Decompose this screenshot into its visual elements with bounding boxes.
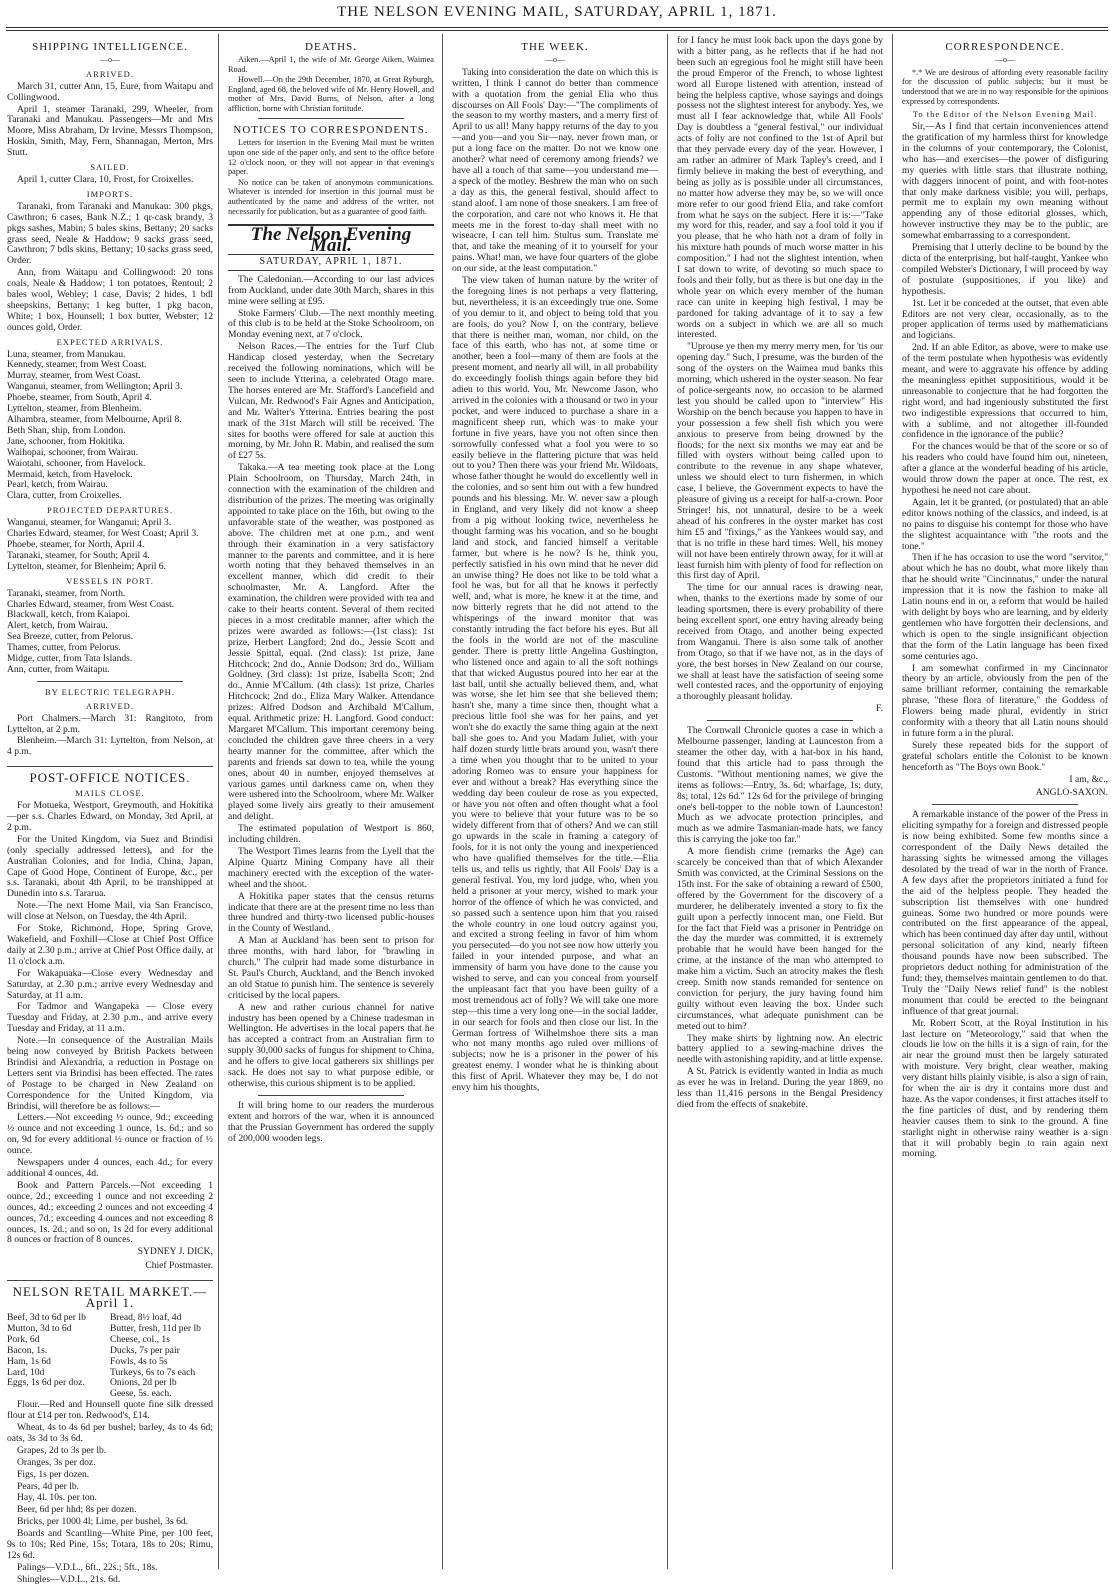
article-paragraph: A Hokitika paper states that the census returns indicate that there are at the present time no less than three hundred and thirty-two licensed public-houses in the County of Westland. bbox=[228, 890, 434, 935]
subheading: BY ELECTRIC TELEGRAPH. bbox=[45, 686, 175, 697]
article-paragraph: It will bring home to our readers the murderous extent and horrors of the war, when it is announced that the Prussian Government has ordered the supply of 200,000 wooden legs. bbox=[228, 1099, 434, 1144]
masthead: The Nelson Evening Mail. bbox=[228, 224, 434, 252]
column-2 bbox=[228, 36, 434, 1146]
article-paragraph: I am somewhat confirmed in my Cincinnator theory by an article, obviously from the pen of the same brilliant reformer, containing the remarkable phrase, "these flora of literature," the Goddess of Flowers being made plural, evidently in strict conformity with a theory that all Latin nouns should in future form a in the plural. bbox=[902, 662, 1108, 739]
article-paragraph: Palings—V.D.L., 6ft., 22s.; 5ft., 18s. bbox=[17, 1561, 158, 1573]
article-paragraph: Newspapers under 4 ounces, each 4d.; for every additional 4 ounces, 4d. bbox=[7, 1157, 213, 1179]
article-paragraph: 1st. Let it be conceded at the outset, that even able Editors are not very clear, occasionally, as to the proper application of terms used by mathematicians and logicians. bbox=[902, 297, 1108, 342]
list-item: Waiotahi, schooner, from Havelock. bbox=[7, 457, 146, 469]
price-item: Pork, 6d bbox=[7, 1333, 40, 1345]
price-column bbox=[7, 1313, 110, 1400]
article-paragraph: A remarkable instance of the power of the Press in eliciting sympathy for a foreign and distressed people is now being exhibited. Some few months since a correspondent of the Daily News detailed the harassing sights he witnessed among the villages desolated by the tread of war in the north of France. A few days after the proprietors initiated a fund for the aid of the helpless people. They headed the subscription list themselves with one hundred guineas. Some two hundred or more pounds were contributed on the first appearance of the appeal, which has been continued day after day until, without personal solicitation of any kind, nearly fifteen thousand pounds have now been subscribed. The proprietors deduct nothing for administration of the fund; they, themselves maintain gentlemen to do that. Truly the "Daily News relief fund" is the noblest monument that could be erected to the beingnant influence of that great journal. bbox=[902, 809, 1108, 1017]
article-paragraph: "Uprouse ye then my merry merry men, for 'tis our opening day." Such, I presume, was the burden of the song of the oysters on the Waimea mud banks this morning, which ushered in the oyster season. No fear of police-sergeants now, no occasion to be alarmed lest you should be called upon to "interview" His Worship on the bench because you happen to have in your possession a few shell fish which you were anxious to preserve from being drowned by the floods; for the next six months we may eat and be filled with oysters without being called upon to contribute to the revenue in any shape whatever, unless we should elect to turn fishermen, in which case, I believe, the Government expects to have the pleasure of giving us a receipt for half-a-crown. Poor Stringer! his, not unnatural, desire to be a week ahead of his confreres in the oyster market has cost him £5 and "fixings," as the Yankees would say, and that is no trifle in these hard times. Well, his money will not have been entirely thrown away, for it will at least furnish him with plenty of food for reflection on this first day of April. bbox=[677, 341, 883, 582]
ornament: —o— bbox=[545, 54, 565, 64]
list-item: Taranaki, steamer, from North. bbox=[7, 587, 126, 599]
price-item: Ham, 1s 6d bbox=[7, 1355, 51, 1367]
section-heading: NOTICES TO CORRESPONDENTS. bbox=[233, 124, 429, 137]
article-paragraph: Takaka.—A tea meeting took place at the Long Plain Schoolroom, on Thursday, March 24th, in connection with the examination of the children and distribution of the prizes. The meeting was originally appointed to take place on the 16th, but owing to the unfavorable state of the weather, was postponed as above. The children met at one p.m., and went through their examination in a very satisfactory manner to the parents and committee, and it is here worth noting that they behaved themselves in an excellent manner, which did credit to their schoolmaster, Mr. A. Langford. After the examination, the children were provided with tea and cake to their hearts content. Several of them recited pieces in a most creditable manner, after which the prizes were awarded as follows:—(1st class): 1st prize, Herbert Langford; 2nd do., Jessie Scott and Jessie Spittal, equal. (2nd class): 1st prize, Jane Hitchcock; 2nd do., Annie Dodson; 3rd do., William Goldney. (3rd class): 1st prize, Isabella Scott; 2nd do., Annie M'Callum. (4th class): 1st prize, Charles Hitchcock; 2nd do., Eliza Mary Walker. Attendance prizes: Alfred Dodson and Archibald M'Callum, equal. Arithmetic prize: H. Langford. Good conduct: Margaret M'Callum. This important ceremony being concluded the children gave three cheers in a very hearty manner for the committee, after which the parents and friends sat down to tea, while the young ones, about 40 in number, enjoyed themselves at various games until darkness came on, when they were ushered into the Schoolroom, where Mr. Walker played some lively airs greatly to their amusement and delight. bbox=[228, 462, 434, 823]
notice-text: *.* We are desirous of affording every reasonable facility for the discussion of public subjects; but it must be understood that we are in no way responsible for the opinions expressed by correspondents. bbox=[902, 67, 1108, 106]
list-item: Blackwall, ketch, from Kaiapoi. bbox=[7, 609, 131, 621]
column-divider bbox=[218, 34, 219, 1569]
subheading: SAILED. bbox=[90, 162, 130, 173]
list-item: Phoebe, steamer, from South, April 4. bbox=[7, 392, 152, 404]
price-column bbox=[110, 1313, 213, 1400]
article-paragraph: Wheat, 4s to 4s 6d per bushel; barley, 4s to 4s 6d; oats, 3s 3d to 3s 6d. bbox=[7, 1422, 213, 1444]
article-paragraph: Pears, 4d per lb. bbox=[17, 1480, 80, 1492]
subheading: VESSELS IN PORT. bbox=[66, 575, 154, 586]
price-item: Cheese, col., 1s bbox=[110, 1333, 170, 1345]
price-item: Beef, 3d to 6d per lb bbox=[7, 1311, 86, 1323]
article-paragraph: April 1, cutter Clara, 10, Frost, for Croixelles. bbox=[17, 173, 194, 185]
article-paragraph: For the chances would be that of the score or so of his readers who could have found him out, nineteen, after a glance at the wonderful heading of his article, would throw down the paper at once. The rest, ex hypothesi he need not care about. bbox=[902, 441, 1108, 496]
article-paragraph: The Cornwall Chronicle quotes a case in which a Melbourne passenger, landing at Launceston from a steamer the other day, with a hat-box in his hand, found that this article had to pass through the Customs. "Without mentioning names, we give the items as follows:—Entry, 3s. 6d; wharfage, 1s; duty, 8s; total, 12s 6d." 12s 6d for the privilege of bringing one's bell-topper to the noble town of Launceston! Much as we advocate protection principles, and much as we admire Tasmanian-made hats, we fancy this is carrying the joke too far." bbox=[677, 725, 883, 846]
article-paragraph: Surely these repeated bids for the support of grateful scholars entitle the Colonist to be known henceforth as "The Boys own Book." bbox=[902, 739, 1108, 773]
list-item: Alert, ketch, from Wairau. bbox=[7, 620, 108, 632]
column-divider bbox=[442, 34, 443, 1569]
column-1 bbox=[7, 36, 213, 1587]
notice-text: Aiken.—April 1, the wife of Mr. George Aiken, Waimea Road. bbox=[228, 54, 434, 74]
header-rule bbox=[6, 27, 1108, 31]
section-divider bbox=[932, 804, 1078, 805]
section-heading: NELSON RETAIL MARKET.—April 1. bbox=[7, 1280, 213, 1309]
list-item: Clara, cutter, from Croixelles. bbox=[7, 490, 122, 502]
dateline: SATURDAY, APRIL 1, 1871. bbox=[228, 254, 434, 271]
article-paragraph: For the United Kingdom, via Suez and Brindisi (only specially addressed letters), and for the Australian Colonies, and for India, China, Japan, Cape of Good Hope, Continent of Europe, &c., per s.s. Taranaki, about 4th April, to be transhipped at Dunedin into s.s. Tararua. bbox=[7, 833, 213, 900]
article-paragraph: Stoke Farmers' Club.—The next monthly meeting of this club is to be held at the Stoke Schoolroom, on Monday evening next, at 7 o'clock. bbox=[228, 307, 434, 341]
list-item: Murray, steamer, from West Coast. bbox=[7, 370, 141, 382]
price-item: Mutton, 3d to 6d bbox=[7, 1322, 72, 1334]
list-item: Jane, schooner, from Hokitika. bbox=[7, 435, 125, 447]
page-header: THE NELSON EVENING MAIL, SATURDAY, APRIL 1, 1871. bbox=[337, 4, 777, 20]
list-item: Waihopai, schooner, from Wairau. bbox=[7, 446, 139, 458]
article-paragraph: April 1, steamer Taranaki, 299, Wheeler, from Taranaki and Manukau. Passengers—Mr and Mrs Moore, Miss Abraham, Dr Irvine, Messrs Thompson, Hoskin, Smith, May, Fern, Shannagan, Merton, Mrs Stutt. bbox=[7, 103, 213, 159]
column-3 bbox=[452, 36, 658, 1095]
list-item: Mermaid, ketch, from Havelock. bbox=[7, 468, 133, 480]
article-paragraph: Grapes, 2d to 3s per lb. bbox=[17, 1444, 107, 1456]
column-5 bbox=[902, 36, 1108, 1161]
list-item: Wanganui, steamer, from Wellington; April 3. bbox=[7, 381, 183, 393]
section-heading: DEATHS. bbox=[305, 41, 357, 53]
article-paragraph: Figs, 1s per dozen. bbox=[17, 1468, 90, 1480]
list-item: Lyttelton, steamer, from Blenheim. bbox=[7, 403, 142, 415]
list-item: Lyttelton, steamer, for Blenheim; April 6. bbox=[7, 560, 166, 572]
section-divider bbox=[258, 1095, 404, 1096]
article-paragraph: Nelson Races.—The entries for the Turf Club Handicap closed yesterday, when the Secretary received the following nominations, which will be seen to include Ytterina, a celebrated Otago mare. The horses entered are Mr. Stafford's Lancefield and Vulcan, Mr. Redwood's Fair Agnes and Anticipation, and Mr. Walter's Ytterina. Entries bearing the post mark of the 31st March will still be received. The sites for booths were offered for sale at auction this morning, by Mr. John R. Mabin, and realised the sum of £27 5s. bbox=[228, 341, 434, 462]
subheading: PROJECTED DEPARTURES. bbox=[47, 505, 173, 516]
article-paragraph: Boards and Scantling—White Pine, per 100 feet, 9s to 10s; Red Pine, 15s; Totara, 18s to 20s; Rimu, 12s 6d. bbox=[7, 1528, 213, 1561]
price-item: Lard, 10d bbox=[7, 1366, 45, 1378]
article-paragraph: Beer, 6d per hhd; 8s per dozen. bbox=[17, 1504, 137, 1516]
section-divider bbox=[707, 720, 853, 721]
price-item: Onions, 2d per lb bbox=[110, 1377, 177, 1389]
article-paragraph: Taking into consideration the date on which this is written, I think I cannot do better than commence with a quotation from the genial Elia who thus discourses on All Fools' Day:—"The compliments of the season to my worthy masters, and a merry first of April to us all! Many happy returns of the day to you—and you—and you Sir—nay, never frown man, or put a long face on the matter. Do not we know one another? what need of ceremony among friends? we have all a touch of that same—you understand me—a speck of the motley. Beshrew the man who on such a day as this, the general festival, should affect to stand aloof. I am none of those sneakers. I am free of the corporation, and care not who knows it. He that meets me in the forest to-day shall meet with no wiseacre, I can tell him. Stultus sum. Translate me that, and take the meaning of it to yourself for your pains. What! man, we have four quarters of the globe on our side, at the least computation." bbox=[452, 66, 658, 275]
article-paragraph: Shingles—V.D.L., 21s. 6d. bbox=[17, 1573, 121, 1585]
article-paragraph: Sir,—As I find that certain inconveniences attend the gratification of my harmless thirst for knowledge in the columns of your contemporary, the Colonist, who has—and exercises—the power of disfiguring my queries with little stars that illustrate nothing, with daggers innocent of point, and with foot-notes that only make darkness visible; you will, perhaps, permit me to explain my own meaning without appending any of those editorial glosses, which, however instructive they may be to the public, are somewhat embarrassing to a correspondent. bbox=[902, 121, 1108, 242]
ornament: —o— bbox=[100, 54, 120, 64]
article-paragraph: March 31, cutter Ann, 15, Eure, from Waitapu and Collingwood. bbox=[7, 80, 213, 103]
list-item: Charles Edward, steamer, from West Coast. bbox=[7, 598, 175, 610]
signature: ANGLO-SAXON. bbox=[1035, 787, 1108, 799]
article-paragraph: Taranaki, from Taranaki and Manukau: 300 pkgs, Cawthron; 6 cases, Bank N.Z.; 1 qr-cask brandy, 3 pkgs sashes, Mabin; 5 bales skins, Bettany; 20 sacks grass seed, Neale & Haddow; 9 sacks grass seed, Cawthron; 7 bdls skins, Bettany; 10 sacks grass seed, Order. bbox=[7, 200, 213, 267]
price-item: Geese, 5s. each. bbox=[110, 1388, 172, 1400]
list-item: Luna, steamer, from Manukau. bbox=[7, 348, 126, 360]
price-item: Fowls, 4s to 5s bbox=[110, 1355, 168, 1367]
article-paragraph: For Tadmor and Wangapeka — Close every Tuesday and Friday, at 2.30 p.m., and arrive every Tuesday and Friday, at 11 a.m. bbox=[7, 1001, 213, 1035]
signature: SYDNEY J. DICK, bbox=[137, 1246, 213, 1258]
notice-text: Howell.—On the 29th December, 1870, at Great Ryburgh, England, aged 68, the beloved wife of Mr. Henry Howell, and mother of Mrs. David Burns, of Nelson, after a long affliction, borne with Christian fortitude. bbox=[228, 75, 434, 113]
article-paragraph: A new and rather curious channel for native industry has been opened by a Chinese tradesman in Wellington. He advertises in the local papers that he has accepted a contract from an Australian firm to supply 30,000 sacks of fungus for shipment to China, and he offers to give local gatherers six shillings per sack. He does not say to what purpose edible, or otherwise, this curious shipment is to be applied. bbox=[228, 1001, 434, 1089]
article-paragraph: The Caledonian.—According to our last advices from Auckland, under date 30th March, shares in this mine were selling at £95. bbox=[228, 273, 434, 307]
section-heading: CORRESPONDENCE. bbox=[945, 41, 1065, 53]
list-item: Taranaki, steamer, for South; April 4. bbox=[7, 549, 150, 561]
list-item: Phoebe, steamer, for North, April 4. bbox=[7, 538, 145, 550]
article-paragraph: For Wakapuaka—Close every Wednesday and Saturday, at 2.30 p.m.; arrive every Wednesday and Saturday, at 11 a.m. bbox=[7, 967, 213, 1001]
article-paragraph: Port Chalmers.—March 31: Rangitoto, from Lyttelton, at 2 p.m. bbox=[7, 712, 213, 735]
section-heading: SHIPPING INTELLIGENCE. bbox=[32, 41, 188, 53]
subheading: MAILS CLOSE. bbox=[75, 788, 145, 799]
list-item: Wanganui, steamer, for Wanganui; April 3. bbox=[7, 517, 172, 529]
article-paragraph: Hay, 4l. 10s. per ton. bbox=[17, 1492, 97, 1504]
price-item: Ducks, 7s per pair bbox=[110, 1344, 180, 1356]
list-item: Kennedy, steamer, from West Coast. bbox=[7, 359, 147, 371]
list-item: Sea Breeze, cutter, from Pelorus. bbox=[7, 631, 134, 643]
article-paragraph: Letters.—Not exceeding ½ ounce, 9d.; exceeding ½ ounce and not exceeding 1 ounce, 1s. 6d.; and so on, 9d for every additional ½ ounce or fraction of ½ ounce. bbox=[7, 1112, 213, 1157]
signature: I am, &c., bbox=[1069, 773, 1108, 785]
column-divider bbox=[892, 34, 893, 1569]
article-paragraph: For Motueka, Westport, Greymouth, and Hokitika—per s.s. Charles Edward, on Monday, 3rd April, at 2 p.m. bbox=[7, 800, 213, 833]
article-paragraph: for I fancy he must look back upon the days gone by with a bitter pang, as he reflects that if he had not been such an egregious fool he might still have been the proud Emperor of the French, to whose lightest word all Europe listened with attention, instead of being the helpless captive, whose sayings and doings possess not the slightest interest for anybody. Yes, we must all I fear acknowledge that, while All Fools' Day is doubtless a "general festival," our individual acts of folly are not confined to the 1st of April but that they pervade every day of the year. However, I am rather an admirer of Mark Tapley's creed, and I firmly believe in making the best of everything, and being as jolly as is possible under all circumstances, no matter how adverse they may be, so we will once more refer to our good friend Elia, and take comfort from what he says on the subject. Here it is:—"Take my word for this, reader, and say a fool told it you if you please, that he who hath not a dram of folly in his mixture hath pounds of much worse matter in his composition." I had not the slightest intention, when I sat down to write, of devoting so much space to fools and their folly, but as there is but one day in the whole year on which every member of the human race can unite in keeping high festival, I may be pardoned for taking advantage of it to say a few words on a subject in which we are all so much interested. bbox=[677, 35, 883, 341]
article-paragraph: The view taken of human nature by the writer of the foregoing lines is not perhaps a very flattering, but, nevertheless, it is an exceedingly true one. Some of you demur to it, and object to being told that you are fools, do you? Now I, on the contrary, believe that there is neither man, woman, nor child, on the face of this earth, who has not, at some time or another, been a fool—many of them are fools at the present moment, and nearly all will, in all probability do exceedingly foolish things again before they bid adieu to this world. You, Mr. Newcome Jason, who arrived in the colonies with a thousand or two in your pocket, and were induced to purchase a share in a magnificent sheep run, which was to make your fortune in five years, have you not often since then sorrowfully confessed what a fool you were to so easily believe in the flattering picture that was held out to you? Then there was your friend Mr. Wildoats, whose father thought he would do excellently well in the colonies, and so sent him out with a few hundred pounds and his blessing. Mr. W. never saw a plough in England, and very likely did not know a sheep from a pig without looking twice, nevertheless he thought farming was his vocation, and so he bought land and stock, and fancied himself a veritable farmer, but where is he now? Is he, think you, perfectly satisfied in his own mind that he never did an unwise thing? He does not like to be told what a fool he was, but for all that he knows it perfectly well, and, what is more, he knew it at the time, and now bitterly regrets that he did not attend to the whisperings of the inward monitor that was constantly intruding the fact before his eyes. But all the fools in the world are not of the masculine gender. There is pretty little Angelina Gushington, who listened once and again to all the soft nothings that that wicked Augustus poured into her ear at the last ball, until she actually believed them, and, what was worse, she let him see that she believed them; hasn't she, many a time since then, thought what a precious little fool she was for her pains, and yet won't she do exactly the same thing again at the next ball she goes to. And you Madam Juliet, with your half dozen sturdy little brats around you, wasn't there a time when you thought that to be united to your adoring Romeo was to ensure your happiness for ever and without a break? Has everything since the wedding day been couleur de rose as you expected, or have you not often and often thought what a fool you were to believe that your future was to be so widely different from that of others? And we can still go upwards in the scale in framing a category of fools, for it is not only the young and inexperienced who have qualified themselves for the title.—Elia tells us, and tells us rightly, that All Fools' Day is a general festival. You, my lord judge, who, when you held a prisoner at your mercy, wished to mark your horror of the offence of which he was convicted, and so passed such a sentence upon him that you raised the whole country in one loud outcry against you, and excited a strong feeling in favor of him whom you persecuted—do you not see now how utterly you failed in your intended purpose, and what an immensity of harm you have done to the cause you wished to serve, and can you conceal from yourself the unpleasant fact that you have been guilty of a most tremendous act of folly? We will take one more step—this time a very long one—in the social ladder, in our search for fools and then close our list. In the German fortress of Wilhelmshoe there sits a man who not many months ago ruled over millions of subjects; now he is a prisoner in the power of his greatest enemy. I wonder what he is thinking about this first of April. Whatever they may be, I do not envy him his thoughts, bbox=[452, 275, 658, 1094]
article-paragraph: Note.—In consequence of the Australian Mails being now conveyed by British Packets between Brindisi and Alexandria, a reduction in Postage on Letters sent via Brindisi has been effected. The rates of Postage to be charged in New Zealand on Correspondence for the United Kingdom, via Brindisi, will therefore be as follows:— bbox=[7, 1035, 213, 1112]
article-paragraph: For Stoke, Richmond, Hope, Spring Grove, Wakefield, and Foxhill—Close at Chief Post Office daily at 2.30 p.m.; arrive at Chief Post Office daily, at 11 o'clock a.m. bbox=[7, 923, 213, 967]
subheading: IMPORTS. bbox=[86, 188, 134, 199]
subheading: ARRIVED. bbox=[86, 68, 134, 79]
list-item: Beth Shan, ship, from London. bbox=[7, 424, 126, 436]
notice-text: Letters for insertion in the Evening Mail must be written upon one side of the paper only, and sent to the office before 12 o'clock noon, or they will not appear in that evening's paper. bbox=[228, 138, 434, 177]
price-item: Bacon, 1s. bbox=[7, 1344, 48, 1356]
subheading: To the Editor of the Nelson Evening Mail. bbox=[912, 109, 1098, 120]
market-price-table bbox=[7, 1313, 213, 1400]
price-item: Bread, 8½ loaf, 4d bbox=[110, 1311, 182, 1323]
ornament: —o— bbox=[995, 54, 1015, 64]
article-paragraph: A Man at Auckland has been sent to prison for three months, with hard labor, for "brawling in church." The culprit had made some disturbance in St. Paul's Church, Auckland, and the Bench invoked an old Statue to punish him. The sentence is severely criticised by the local papers. bbox=[228, 935, 434, 1001]
section-divider bbox=[258, 118, 404, 119]
article-paragraph: Then if he has occasion to use the word "servitor," about which he has no doubt, what more likely than that he should write "Cincinnatus," under the natural impression that it is now the fashion to make all Latin nouns end in or, a reform that would be hailed with delight by boys who are learning, and by elderly gentlemen who have forgotten their declensions, and which is open to the single insignificant objection that the form of the Latin language has been fixed some centuries ago. bbox=[902, 552, 1108, 662]
section-divider bbox=[37, 681, 183, 682]
section-heading: POST-OFFICE NOTICES. bbox=[7, 766, 213, 784]
list-item: Charles Edward, steamer, for West Coast; April 3. bbox=[7, 528, 199, 540]
article-paragraph: Oranges, 3s per doz. bbox=[17, 1456, 96, 1468]
article-paragraph: 2nd. If an able Editor, as above, were to make use of the term postulate when hypothesis was evidently meant, and were to aggravate his offence by adding the meaningless epithet supposititious, would it be unreasonable to conjecture that he had forgotten the right word, and had ingeniously substituted the first two indigestible expressions that occurred to him, with a sublime, and not altogether ill-founded confidence in the ignorance of the public? bbox=[902, 342, 1108, 441]
subheading: EXPECTED ARRIVALS. bbox=[56, 336, 164, 347]
article-paragraph: Mr. Robert Scott, at the Royal Institution in his last lecture on "Meteorology," said that when the clouds lie low on the hills it is a sign of rain, for the air near the ground must then be largely saturated with moisture. Very bright, clear weather, making very distant hills plainly visible, is also a sign of rain, for when the air is dry it contains more dust and haze. As the vapor condenses, it first attaches itself to the fine particles of dust, and by rendering them heavier causes them to sink to the ground. A fine starlight night in otherwise rainy weather is a sign that it will probably begin to rain again next morning. bbox=[902, 1017, 1108, 1160]
price-item: Eggs, 1s 6d per doz. bbox=[7, 1377, 85, 1389]
article-paragraph: Bricks, per 1000 4l; Lime, per bushel, 3s 6d. bbox=[17, 1516, 189, 1528]
article-paragraph: A more fiendish crime (remarks the Age) can scarcely be conceived than that of which Alexander Smith was convicted, at the Criminal Sessions on the 15th inst. For the sake of obtaining a reward of £500, offered by the Government for the discovery of a murderer, he deliberately invented a story to fix the guilt upon a perfectly innocent man, one Field. But for the fact that Field was a prisoner in Pentridge on the day the murder was committed, it is extremely probable that he would have been hanged for the crime, at the instance of the man who attempted to make him a victim. Such an atrocity makes the flesh creep. Smith now stands remanded for sentence on conviction for perjury, the jury having found him guilty without even leaving the box. Under such circumstances, what adequate punishment can be meted out to him? bbox=[677, 846, 883, 1032]
signature: F. bbox=[876, 703, 883, 715]
list-item: Ann, cutter, from Waitapu. bbox=[7, 663, 110, 675]
section-heading: THE WEEK. bbox=[521, 41, 589, 53]
article-paragraph: Ann, from Waitapu and Collingwood: 20 tons coals, Neale & Haddow; 1 ton potatoes, Rentoul; 2 bales wool, Webley; 1 case, Davis; 2 hides, 1 bdl sheepskins, Bettany; 1 keg butter, 1 pkg bacon, White; 1 box, Hounsell; 1 box butter, Webster; 12 ounces gold, Order. bbox=[7, 267, 213, 333]
price-item: Butter, fresh, 11d per lb bbox=[110, 1322, 201, 1334]
article-paragraph: Book and Pattern Parcels.—Not exceeding 1 ounce, 2d.; exceeding 1 ounce and not exceeding 2 ounces, 4d.; exceeding 2 ounces and not exceeding 4 ounces, 7d.; exceeding 4 ounces and not exceeding 8 ounces, 1s. 2d.; and so on, 1s 2d for every additional 8 ounces or fraction of 8 ounces. bbox=[7, 1179, 213, 1246]
article-paragraph: The estimated population of Westport is 860, including children. bbox=[228, 823, 434, 846]
list-item: Midge, cutter, from Tata Islands. bbox=[7, 653, 133, 665]
article-paragraph: Flour.—Red and Hounsell quote fine silk dressed flour at £14 per ton. Redwood's, £14. bbox=[7, 1399, 213, 1422]
column-divider bbox=[667, 34, 668, 1569]
article-paragraph: They make shirts by lightning now. An electric battery applied to a sewing-machine drives the needle with astonishing rapidity, and at little expense. bbox=[677, 1032, 883, 1066]
article-paragraph: Blenheim.—March 31: Lyttelton, from Nelson, at 4 p.m. bbox=[7, 735, 213, 758]
signature: Chief Postmaster. bbox=[145, 1260, 213, 1272]
article-paragraph: Again, let it be granted, (or postulated) that an able editor knows nothing of the classics, and indeed, is at no pains to disguise his contempt for those who have the slightest acquaintance with "the roots and the tone." bbox=[902, 496, 1108, 552]
price-item: Turkeys, 6s to 7s each bbox=[110, 1366, 196, 1378]
column-4 bbox=[677, 36, 883, 1112]
list-item: Alhambra, steamer, from Melbourne, April 8. bbox=[7, 414, 182, 425]
subheading: ARRIVED. bbox=[86, 700, 134, 711]
article-paragraph: Note.—The next Home Mail, via San Francisco, will close at Nelson, on Tuesday, the 4th April. bbox=[7, 900, 213, 923]
article-paragraph: The time for our annual races is drawing near, when, thanks to the exertions made by some of our leading sportsmen, there is every probability of there being excellent sport, one entry having already being received from Otago, and another being expected from Wanganui. There is also some talk of another from Otago, so that if we have not, as in the days of yore, the best horses in New Zealand on our course, we shall at least have the satisfaction of seeing some well contested races, and the opportunity of enjoying a thoroughly pleasant holiday. bbox=[677, 582, 883, 703]
article-paragraph: Premising that I utterly decline to be bound by the dicta of the enterprising, but half-taught, Yankee who compiled Webster's Dictionary, I will proceed by way of postulate (suppositiones, if you like) and hypothesis. bbox=[902, 242, 1108, 297]
list-item: Pearl, ketch, from Wairau. bbox=[7, 479, 108, 491]
notice-text: No notice can be taken of anonymous communications. Whatever is intended for insertion in this journal must be authenticated by the name and address of the writer, not necessarily for publication, but as a guarantee of good faith. bbox=[228, 177, 434, 216]
article-paragraph: The Westport Times learns from the Lyell that the Alpine Quartz Mining Company have all their machinery erected with the exception of the water-wheel and the shoot. bbox=[228, 845, 434, 890]
list-item: Thames, cutter, from Pelorus. bbox=[7, 642, 121, 654]
article-paragraph: A St. Patrick is evidently wanted in India as much as ever he was in Ireland. During the year 1869, no less than 11,416 persons in the Bengal Presidency died from the effects of snakebite. bbox=[677, 1066, 883, 1110]
